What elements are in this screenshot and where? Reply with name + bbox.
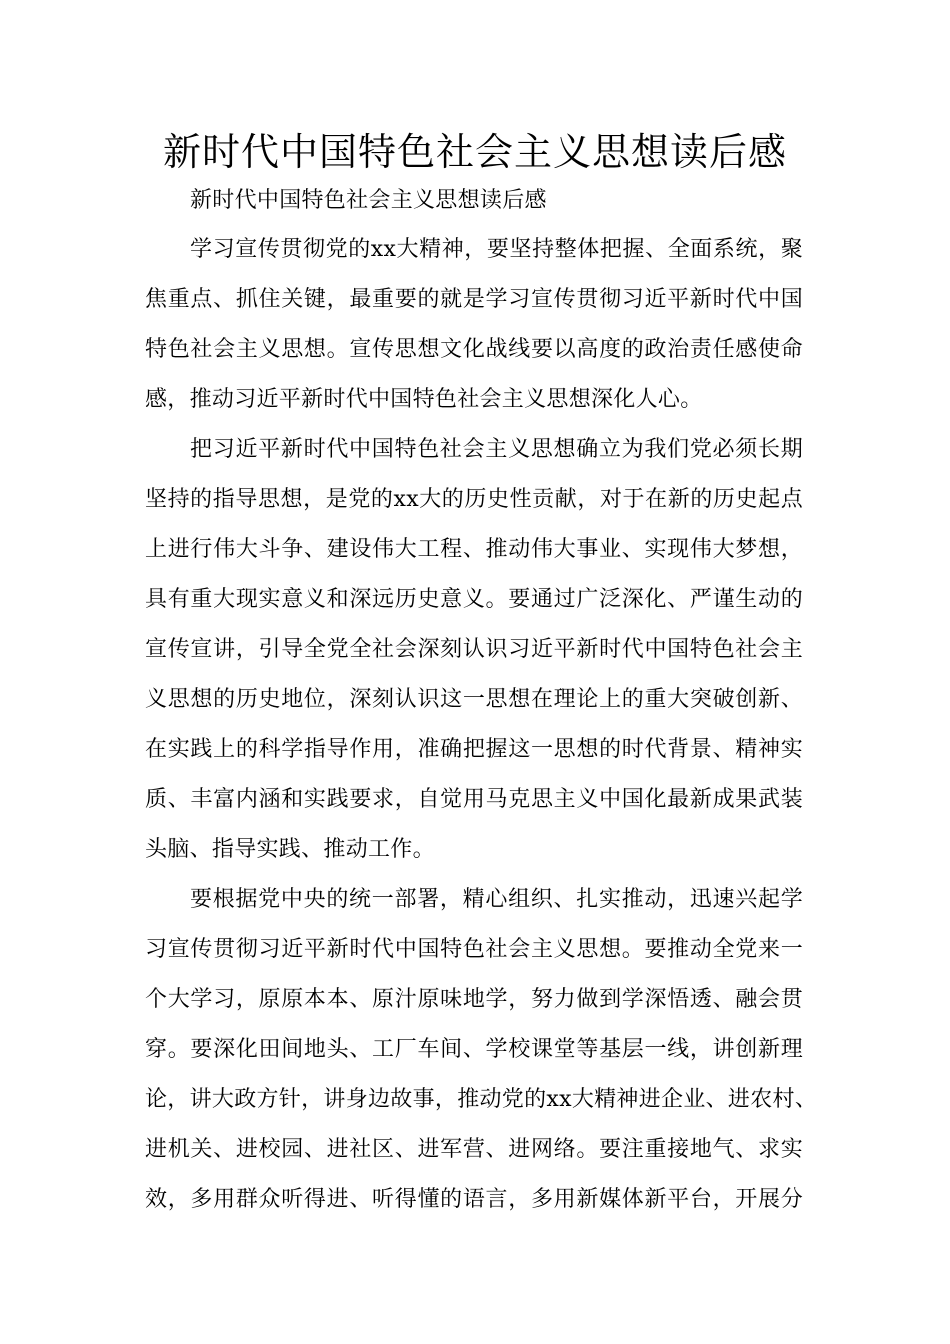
paragraph-line: 在实践上的科学指导作用，准确把握这一思想的时代背景、精神实 bbox=[145, 737, 803, 762]
paragraph-line: 上进行伟大斗争、建设伟大工程、推动伟大事业、实现伟大梦想， bbox=[145, 537, 803, 562]
paragraph-line: 论，讲大政方针，讲身边故事，推动党的xx大精神进企业、进农村、 bbox=[145, 1087, 818, 1112]
paragraph-line: 具有重大现实意义和深远历史意义。要通过广泛深化、严谨生动的 bbox=[145, 587, 803, 612]
paragraph-line: 特色社会主义思想。宣传思想文化战线要以高度的政治责任感使命 bbox=[145, 337, 803, 362]
paragraph-line: 感，推动习近平新时代中国特色社会主义思想深化人心。 bbox=[145, 387, 703, 412]
paragraph-line: 焦重点、抓住关键，最重要的就是学习宣传贯彻习近平新时代中国 bbox=[145, 287, 803, 312]
paragraph-line: 质、丰富内涵和实践要求，自觉用马克思主义中国化最新成果武装 bbox=[145, 787, 803, 812]
document-subtitle: 新时代中国特色社会主义思想读后感 bbox=[190, 188, 547, 213]
paragraph-line: 穿。要深化田间地头、工厂车间、学校课堂等基层一线，讲创新理 bbox=[145, 1037, 803, 1062]
paragraph-line: 义思想的历史地位，深刻认识这一思想在理论上的重大突破创新、 bbox=[145, 687, 803, 712]
paragraph-line: 学习宣传贯彻党的xx大精神，要坚持整体把握、全面系统，聚 bbox=[190, 237, 803, 262]
paragraph-line: 宣传宣讲，引导全党全社会深刻认识习近平新时代中国特色社会主 bbox=[145, 637, 803, 662]
paragraph-line: 头脑、指导实践、推动工作。 bbox=[145, 837, 435, 862]
paragraph-line: 习宣传贯彻习近平新时代中国特色社会主义思想。要推动全党来一 bbox=[145, 937, 803, 962]
paragraph-line: 坚持的指导思想，是党的xx大的历史性贡献，对于在新的历史起点 bbox=[145, 487, 803, 512]
paragraph-line: 把习近平新时代中国特色社会主义思想确立为我们党必须长期 bbox=[190, 437, 803, 462]
document-title: 新时代中国特色社会主义思想读后感 bbox=[162, 130, 787, 174]
paragraph-line: 效，多用群众听得进、听得懂的语言，多用新媒体新平台，开展分 bbox=[145, 1187, 803, 1212]
paragraph-line: 进机关、进校园、进社区、进军营、进网络。要注重接地气、求实 bbox=[145, 1137, 803, 1162]
paragraph-line: 要根据党中央的统一部署，精心组织、扎实推动，迅速兴起学 bbox=[190, 887, 803, 912]
paragraph-line: 个大学习，原原本本、原汁原味地学，努力做到学深悟透、融会贯 bbox=[145, 987, 803, 1012]
